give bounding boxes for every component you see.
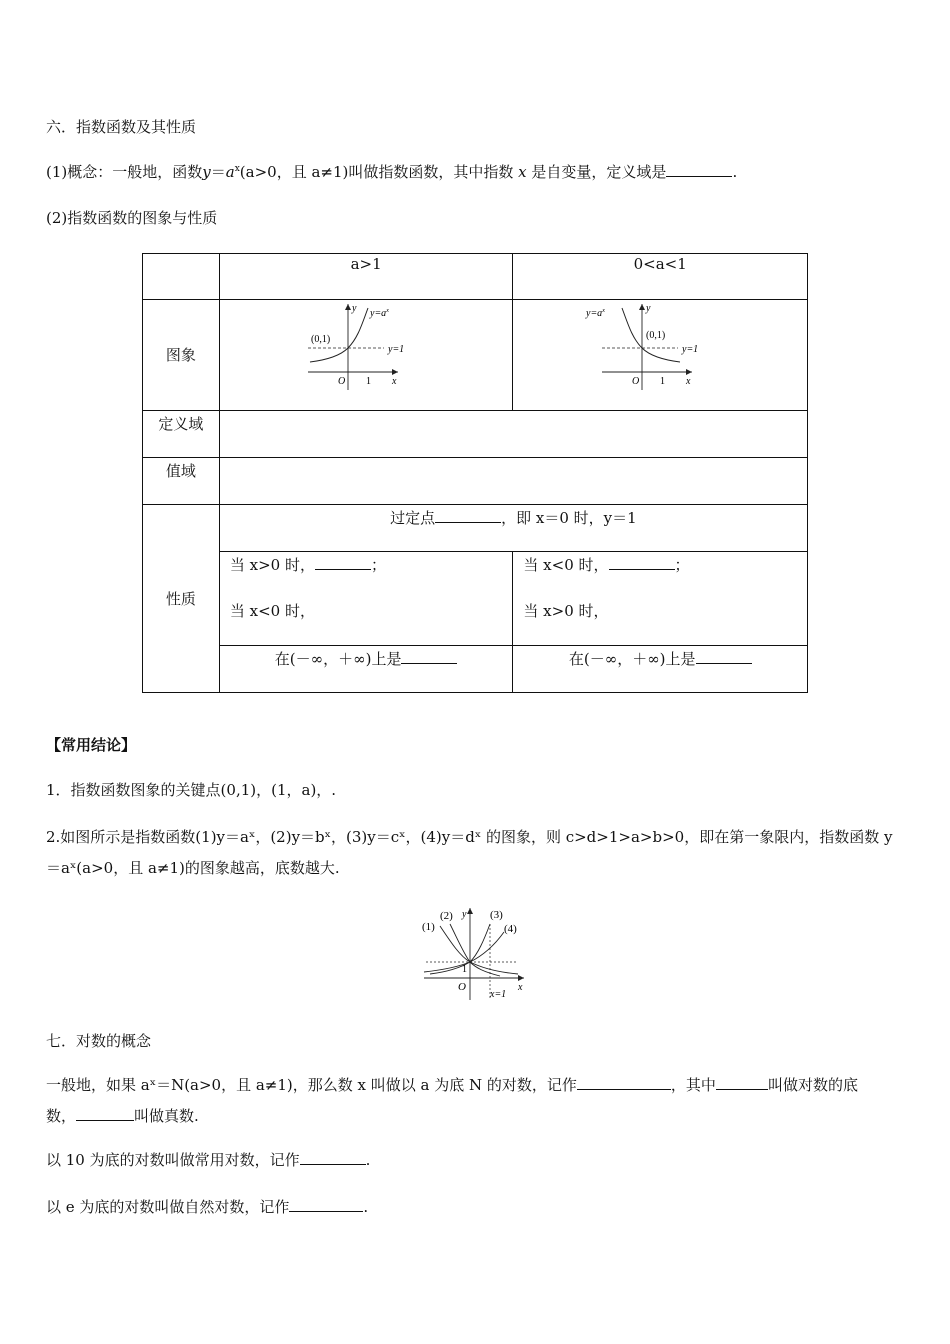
section7-title: 七．对数的概念 [46,1032,152,1050]
common-log-line: 以 10 为底的对数叫做常用对数，记作 . [46,1151,371,1169]
one-label: 1 [660,376,666,387]
y-axis-arrow [639,304,645,310]
conclusion-2-line1: 2.如图所示是指数函数(1)y＝aˣ，(2)y＝bˣ，(3)y＝cˣ，(4)y＝dˣ 的图象，则 c>d>1>a>b>0，即在第一象限内，指数函数 y [46,828,893,846]
log-definition-line2: 数， 叫做真数. [46,1107,199,1125]
curve-label: $y=a^x$ [370,308,389,319]
table-header-row [143,254,808,300]
origin-label: O [338,376,346,387]
log-base-blank[interactable] [716,1075,768,1090]
graph-row [143,300,808,411]
mono-blank-2[interactable] [696,649,752,664]
domain-cell[interactable] [219,411,807,458]
x-label: x [392,376,397,387]
header-a-gt-1: a>1 [219,254,513,300]
point-label: (0,1) [646,330,666,341]
graph-decreasing [586,302,720,394]
conclusion-1: 1．指数函数图象的关键点(0,1)，(1，a)，. [46,781,337,799]
origin-label: O [632,376,640,387]
graph-row-label: 图象 [143,300,220,411]
range-cell[interactable] [219,458,807,505]
props-a-lt-1: 当 x<0 时， ； 当 x>0 时， [513,552,808,646]
range-row-label: 值域 [143,458,220,505]
mono-blank-1[interactable] [401,649,457,664]
label-3: (3) [490,909,503,921]
blank-a-lt-1[interactable] [609,555,675,570]
log-notation-blank[interactable] [577,1075,671,1090]
graph-increasing [306,302,426,394]
one-label: 1 [462,964,467,975]
origin-label: O [458,981,466,993]
header-a-lt-1: 0<a<1 [513,254,808,300]
exp-function-table [142,253,808,693]
props-row-1 [143,505,808,552]
curve-label: $y=a^x$ [586,308,606,319]
section6-title: 六．指数函数及其性质 [46,118,197,136]
line-label: y=1 [388,344,405,355]
label-2: (2) [440,910,453,922]
fixed-point-blank[interactable] [435,508,501,523]
mono-a-lt-1: 在(－∞，＋∞)上是 [513,646,808,693]
range-row [143,458,808,505]
y-axis-arrow [345,304,351,310]
y-label: y [646,303,651,314]
graph-a-lt-1 [513,300,808,411]
log-argument-blank[interactable] [76,1106,134,1121]
natural-log-line: 以 e 为底的对数叫做自然对数，记作 . [46,1198,369,1216]
x-axis-arrow [518,975,524,981]
blank-a-gt-1[interactable] [315,555,371,570]
fixed-point-cell: 过定点 ，即 x＝0 时，y＝1 [219,505,807,552]
domain-row [143,411,808,458]
x1-label: x=1 [490,989,507,1000]
props-row-3 [143,646,808,693]
props-row-2 [143,552,808,646]
domain-row-label: 定义域 [143,411,220,458]
mono-a-gt-1: 在(－∞，＋∞)上是 [219,646,513,693]
x-label: x [686,376,691,387]
line-label: y=1 [682,344,699,355]
natural-log-blank[interactable] [289,1197,363,1212]
label-4: (4) [504,923,517,935]
props-a-gt-1: 当 x>0 时， ； 当 x<0 时， [219,552,513,646]
point-label: (0,1) [311,334,331,345]
y-label: y [462,909,467,920]
y-axis-arrow [467,908,473,914]
conclusion-2-line2: ＝aˣ(a>0，且 a≠1)的图象越高，底数越大. [46,859,340,877]
y-label: y [352,303,357,314]
sub-heading-graphs: (2)指数函数的图象与性质 [46,209,218,227]
exp-comparison-figure [420,904,532,1002]
props-row-label: 性质 [143,505,220,693]
x-axis-arrow [686,369,692,375]
domain-blank[interactable] [666,162,732,177]
one-label: 1 [366,376,372,387]
x-axis-arrow [392,369,398,375]
graph-a-gt-1 [219,300,513,411]
log-definition-line1: 一般地，如果 aˣ＝N(a>0，且 a≠1)，那么数 x 叫做以 a 为底 N 的对数，记作 ，其中 叫做对数的底 [46,1076,858,1094]
corner-cell [143,254,220,300]
x-label: x [518,982,523,993]
label-1: (1) [422,921,435,933]
concept-paragraph: (1)概念：一般地，函数$y=a^x(a>0$，且 a≠1)叫做指数函数，其中指数 x 是自变量，定义域是 . [46,163,738,181]
conclusions-title: 【常用结论】 [46,736,137,754]
common-log-blank[interactable] [300,1150,366,1165]
